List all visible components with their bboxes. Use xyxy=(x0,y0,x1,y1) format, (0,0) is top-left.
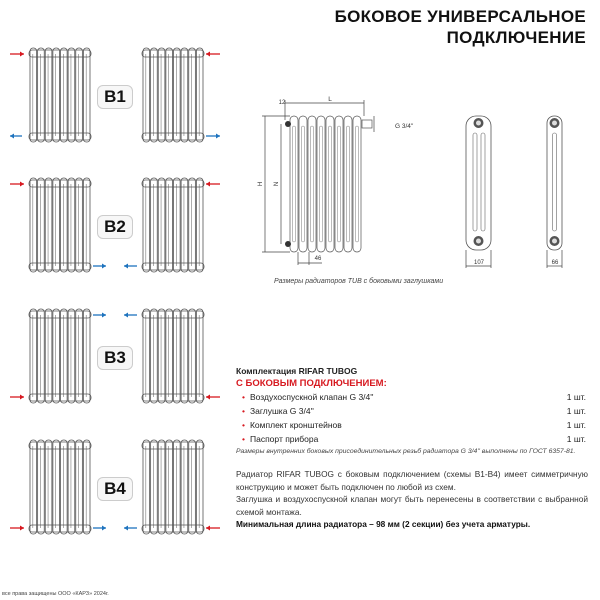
item-qty: 1 шт. xyxy=(566,420,586,430)
description-p3: Минимальная длина радиатора – 98 мм (2 секции) без учета арматуры. xyxy=(236,519,531,529)
scheme-label-b1: B1 xyxy=(97,85,133,109)
item-name: • Воздухоспускной клапан G 3/4'' xyxy=(242,390,374,404)
page-title xyxy=(335,6,586,48)
item-qty: 1 шт. xyxy=(566,406,586,416)
radiator-section xyxy=(317,116,325,252)
dimension-label: L xyxy=(328,96,332,103)
valve-icon xyxy=(362,120,372,128)
connection-icon xyxy=(476,239,481,244)
plug-icon xyxy=(285,241,291,247)
drawing-caption: Размеры радиаторов TUB с боковыми заглушками xyxy=(274,278,444,285)
scheme-label-b4: B4 xyxy=(97,477,133,501)
list-item xyxy=(236,432,586,446)
item-name: • Комплект кронштейнов xyxy=(242,418,342,432)
radiator-section xyxy=(299,116,307,252)
dimension-label: 12 xyxy=(278,100,286,106)
radiator-section xyxy=(308,116,316,252)
item-name: • Заглушка G 3/4'' xyxy=(242,404,314,418)
scheme-label-b3: B3 xyxy=(97,346,133,370)
connection-icon xyxy=(476,121,481,126)
item-name: • Паспорт прибора xyxy=(242,432,318,446)
kit-list xyxy=(236,390,586,446)
item-qty: 1 шт. xyxy=(566,434,586,444)
radiator-section xyxy=(344,116,352,252)
radiator-section xyxy=(335,116,343,252)
title-line-1: БОКОВОЕ УНИВЕРСАЛЬНОЕ xyxy=(334,7,586,26)
dimension-label: 66 xyxy=(551,260,559,266)
dimension-label: 46 xyxy=(314,256,322,262)
dimension-label: 107 xyxy=(473,260,485,266)
radiator-section xyxy=(353,116,361,252)
description-p2: Заглушка и воздухоспускной клапан могут быть перенесены в соответствии с выбранной схемой монтажа. xyxy=(236,494,588,517)
list-item xyxy=(236,390,586,404)
description-p1: Радиатор RIFAR TUBOG с боковым подключением (схемы В1-В4) имеет симметричную конструкцию и может быть подключен по любой из схем. xyxy=(236,469,588,492)
list-item xyxy=(236,418,586,432)
radiator-section xyxy=(290,116,298,252)
plug-icon xyxy=(285,121,291,127)
dimension-label: N xyxy=(274,181,280,187)
item-qty: 1 шт. xyxy=(566,392,586,402)
connection-icon xyxy=(552,239,557,244)
radiator-section xyxy=(326,116,334,252)
dimension-label: G 3/4'' xyxy=(395,123,414,130)
connection-icon xyxy=(552,121,557,126)
thread-note: Размеры внутренних боковых присоединительных резьб радиатора G 3/4'' выполнены по ГОСТ 6357-81. xyxy=(236,448,576,455)
dimension-label: H xyxy=(258,181,264,187)
radiator-front-view xyxy=(466,116,491,250)
kit-section xyxy=(236,366,586,446)
kit-heading: Комплектация RIFAR TUBOG xyxy=(236,366,358,376)
description xyxy=(236,468,588,531)
radiator-side-view xyxy=(547,116,562,250)
title-line-2: ПОДКЛЮЧЕНИЕ xyxy=(446,28,586,47)
copyright: все права защищены ООО «КАРЗ» 2024г. xyxy=(2,591,109,597)
scheme-label-b2: B2 xyxy=(97,215,133,239)
kit-subheading: С БОКОВЫМ ПОДКЛЮЧЕНИЕМ: xyxy=(236,378,387,389)
list-item xyxy=(236,404,586,418)
